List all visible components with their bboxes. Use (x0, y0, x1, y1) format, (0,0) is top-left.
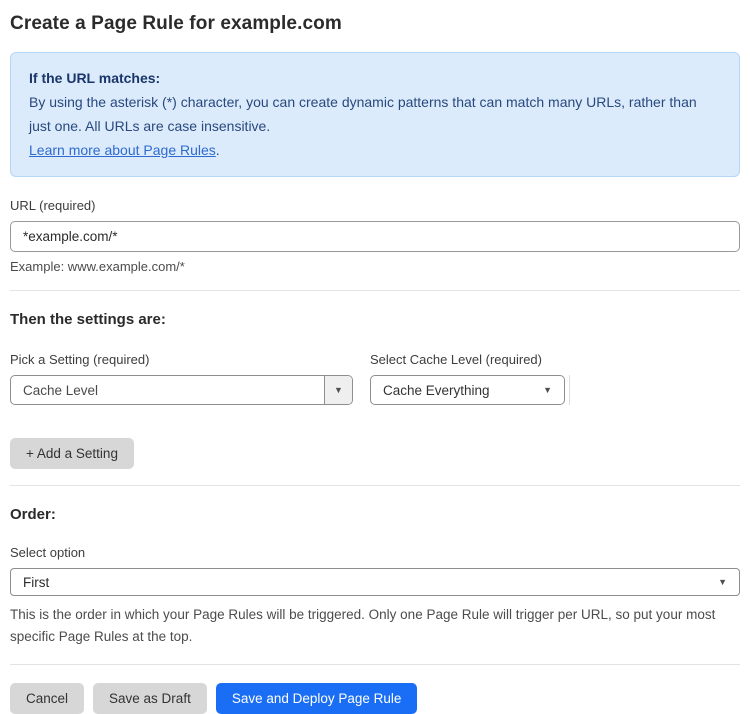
info-box-link-line (29, 138, 721, 162)
section-divider (10, 485, 740, 486)
url-match-info-box (10, 52, 740, 177)
page-title: Create a Page Rule for example.com (10, 13, 342, 34)
cache-level-dropdown[interactable] (370, 375, 565, 405)
cache-level-wrap (370, 375, 570, 405)
order-section-heading: Order: (10, 506, 56, 523)
form-actions (10, 683, 740, 714)
info-box-heading: If the URL matches: (29, 70, 161, 86)
link-suffix: . (215, 142, 220, 158)
order-select-label: Select option (10, 545, 86, 560)
cache-level-column (370, 328, 570, 405)
cache-level-label: Select Cache Level (required) (370, 352, 542, 367)
setting-row-separator (569, 375, 570, 405)
order-dropdown[interactable] (10, 568, 740, 596)
cancel-button[interactable]: Cancel (10, 683, 84, 714)
order-value: First (23, 574, 50, 590)
settings-section-heading: Then the settings are: (10, 311, 166, 328)
save-as-draft-button[interactable]: Save as Draft (93, 683, 207, 714)
setting-picker-label: Pick a Setting (required) (10, 352, 150, 367)
cache-level-value: Cache Everything (383, 382, 490, 398)
chevron-down-icon: ▼ (718, 576, 727, 587)
setting-picker-arrow-segment[interactable] (324, 376, 352, 404)
chevron-down-icon: ▼ (334, 384, 343, 395)
info-box-body: By using the asterisk (*) character, you can create dynamic patterns that can match many URLs, rather than just one. All URLs are case insensitive. (29, 94, 697, 134)
save-and-deploy-button[interactable]: Save and Deploy Page Rule (216, 683, 418, 714)
section-divider (10, 290, 740, 291)
settings-row (10, 328, 740, 405)
add-setting-button[interactable]: + Add a Setting (10, 438, 134, 469)
setting-picker-dropdown[interactable] (10, 375, 353, 405)
chevron-down-icon: ▼ (543, 384, 552, 395)
learn-more-link[interactable]: Learn more about Page Rules (29, 142, 216, 158)
url-field-label: URL (required) (10, 198, 96, 213)
url-example-text: Example: www.example.com/* (10, 259, 185, 274)
order-help-text: This is the order in which your Page Rules will be triggered. Only one Page Rule will trigger per URL, so put your most specific Page Rules at the top. (10, 607, 716, 644)
section-divider (10, 664, 740, 665)
url-input[interactable] (10, 221, 740, 252)
setting-picker-column (10, 328, 353, 405)
setting-picker-value: Cache Level (23, 382, 99, 398)
